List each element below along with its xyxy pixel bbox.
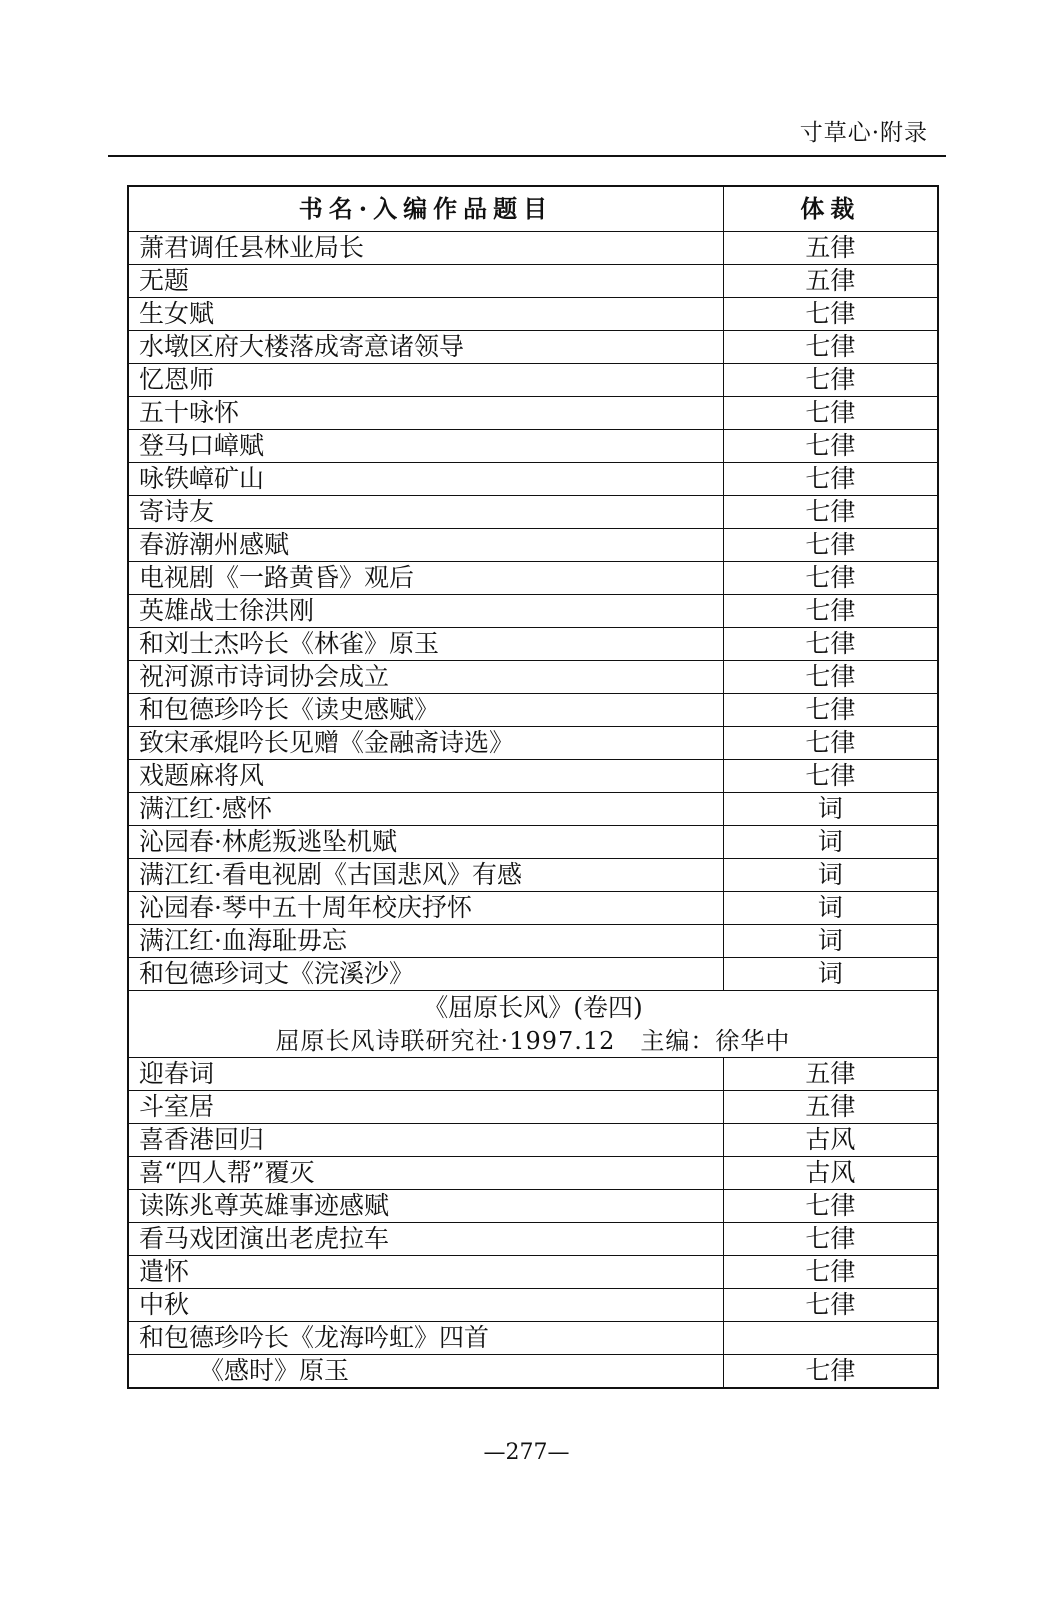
- work-title-cell: 满江红·血海耻毋忘: [128, 925, 723, 958]
- work-form-cell: 五律: [723, 265, 938, 298]
- work-form-cell: 词: [723, 892, 938, 925]
- table-row: [128, 364, 938, 397]
- section-publisher-row: [128, 1025, 938, 1058]
- work-form-cell: 七律: [723, 760, 938, 793]
- work-form-cell: 词: [723, 958, 938, 991]
- work-title-cell: 咏铁嶂矿山: [128, 463, 723, 496]
- work-title-cell: 祝河源市诗词协会成立: [128, 661, 723, 694]
- table-row: [128, 892, 938, 925]
- table-row: [128, 1157, 938, 1190]
- work-form-cell: 词: [723, 859, 938, 892]
- work-title-cell: 生女赋: [128, 298, 723, 331]
- work-title-cell: 满江红·看电视剧《古国悲风》有感: [128, 859, 723, 892]
- table-row: [128, 859, 938, 892]
- work-form-cell: 七律: [723, 628, 938, 661]
- running-header: 寸草心·附录: [799, 120, 928, 146]
- work-title-cell: 和包德珍吟长《龙海吟虹》四首: [128, 1322, 723, 1355]
- work-form-cell: 五律: [723, 232, 938, 265]
- work-title-cell: 登马口嶂赋: [128, 430, 723, 463]
- table-row: [128, 1322, 938, 1355]
- work-form-cell: 七律: [723, 1256, 938, 1289]
- table-row: [128, 496, 938, 529]
- work-form-cell: 七律: [723, 595, 938, 628]
- work-title-cell: 水墩区府大楼落成寄意诸领导: [128, 331, 723, 364]
- page-number: —277—: [483, 1440, 570, 1465]
- table-row: [128, 925, 938, 958]
- table-row: [128, 463, 938, 496]
- work-form-cell: 七律: [723, 1355, 938, 1389]
- work-title-cell: 喜“四人帮”覆灭: [128, 1157, 723, 1190]
- work-title-cell: 和刘士杰吟长《林雀》原玉: [128, 628, 723, 661]
- work-form-cell: 七律: [723, 331, 938, 364]
- table-row: [128, 1190, 938, 1223]
- table-row: [128, 793, 938, 826]
- work-form-cell: 词: [723, 793, 938, 826]
- works-table-container: [127, 185, 939, 1389]
- table-row: [128, 1223, 938, 1256]
- column-header-form: 体裁: [723, 186, 938, 232]
- work-title-cell: 读陈兆尊英雄事迹感赋: [128, 1190, 723, 1223]
- work-title-cell: 看马戏团演出老虎拉车: [128, 1223, 723, 1256]
- work-title-cell: 忆恩师: [128, 364, 723, 397]
- table-row: [128, 1289, 938, 1322]
- header-rule: [108, 155, 946, 157]
- table-row: [128, 397, 938, 430]
- work-title-cell: 和包德珍吟长《读史感赋》: [128, 694, 723, 727]
- work-title-cell: 斗室居: [128, 1091, 723, 1124]
- work-form-cell: 七律: [723, 430, 938, 463]
- work-form-cell: 七律: [723, 364, 938, 397]
- work-title-cell: 萧君调任县林业局长: [128, 232, 723, 265]
- work-form-cell: 七律: [723, 562, 938, 595]
- work-title-cell: 春游潮州感赋: [128, 529, 723, 562]
- work-form-cell: 七律: [723, 298, 938, 331]
- work-form-cell: 古风: [723, 1157, 938, 1190]
- table-header-row: [128, 186, 938, 232]
- work-form-cell: 七律: [723, 496, 938, 529]
- work-title-cell: 沁园春·林彪叛逃坠机赋: [128, 826, 723, 859]
- work-form-cell: 七律: [723, 1289, 938, 1322]
- work-title-cell: 中秋: [128, 1289, 723, 1322]
- work-title-cell: 满江红·感怀: [128, 793, 723, 826]
- column-header-title: 书名·入编作品题目: [128, 186, 723, 232]
- table-row: [128, 694, 938, 727]
- work-form-cell: 词: [723, 826, 938, 859]
- section-book-title: 《屈原长风》(卷四): [128, 991, 938, 1026]
- table-row: [128, 430, 938, 463]
- work-form-cell: 词: [723, 925, 938, 958]
- table-row: [128, 628, 938, 661]
- work-title-cell: 致宋承焜吟长见赠《金融斋诗选》: [128, 727, 723, 760]
- table-row: [128, 760, 938, 793]
- work-title-cell: 迎春词: [128, 1058, 723, 1091]
- table-row: [128, 562, 938, 595]
- work-title-cell: 英雄战士徐洪刚: [128, 595, 723, 628]
- table-row: [128, 298, 938, 331]
- work-title-cell: 遣怀: [128, 1256, 723, 1289]
- work-title-cell: 寄诗友: [128, 496, 723, 529]
- work-form-cell: 七律: [723, 727, 938, 760]
- works-table: [127, 185, 939, 1389]
- work-title-cell: 沁园春·琴中五十周年校庆抒怀: [128, 892, 723, 925]
- table-row: [128, 1256, 938, 1289]
- work-form-cell: 五律: [723, 1058, 938, 1091]
- work-form-cell: 七律: [723, 694, 938, 727]
- section-publisher-line: 屈原长风诗联研究社·1997.12 主编：徐华中: [128, 1025, 938, 1058]
- work-title-cell: 戏题麻将风: [128, 760, 723, 793]
- work-form-cell: [723, 1322, 938, 1355]
- table-row: [128, 661, 938, 694]
- table-row: [128, 727, 938, 760]
- work-form-cell: 五律: [723, 1091, 938, 1124]
- table-row: [128, 958, 938, 991]
- table-row: [128, 265, 938, 298]
- work-title-cell: 五十咏怀: [128, 397, 723, 430]
- table-row: [128, 595, 938, 628]
- work-form-cell: 七律: [723, 1223, 938, 1256]
- work-title-cell: 《感时》原玉: [128, 1355, 723, 1389]
- table-body: [128, 232, 938, 1389]
- table-row: [128, 1091, 938, 1124]
- work-title-cell: 电视剧《一路黄昏》观后: [128, 562, 723, 595]
- table-row: [128, 232, 938, 265]
- table-row: [128, 826, 938, 859]
- table-row: [128, 1124, 938, 1157]
- work-title-cell: 无题: [128, 265, 723, 298]
- table-row: [128, 529, 938, 562]
- work-title-cell: 和包德珍词丈《浣溪沙》: [128, 958, 723, 991]
- table-row: [128, 1355, 938, 1389]
- table-row: [128, 331, 938, 364]
- work-title-cell: 喜香港回归: [128, 1124, 723, 1157]
- work-form-cell: 七律: [723, 397, 938, 430]
- work-form-cell: 七律: [723, 661, 938, 694]
- work-form-cell: 七律: [723, 463, 938, 496]
- work-form-cell: 七律: [723, 1190, 938, 1223]
- table-row: [128, 1058, 938, 1091]
- work-form-cell: 七律: [723, 529, 938, 562]
- section-title-row: [128, 991, 938, 1026]
- work-form-cell: 古风: [723, 1124, 938, 1157]
